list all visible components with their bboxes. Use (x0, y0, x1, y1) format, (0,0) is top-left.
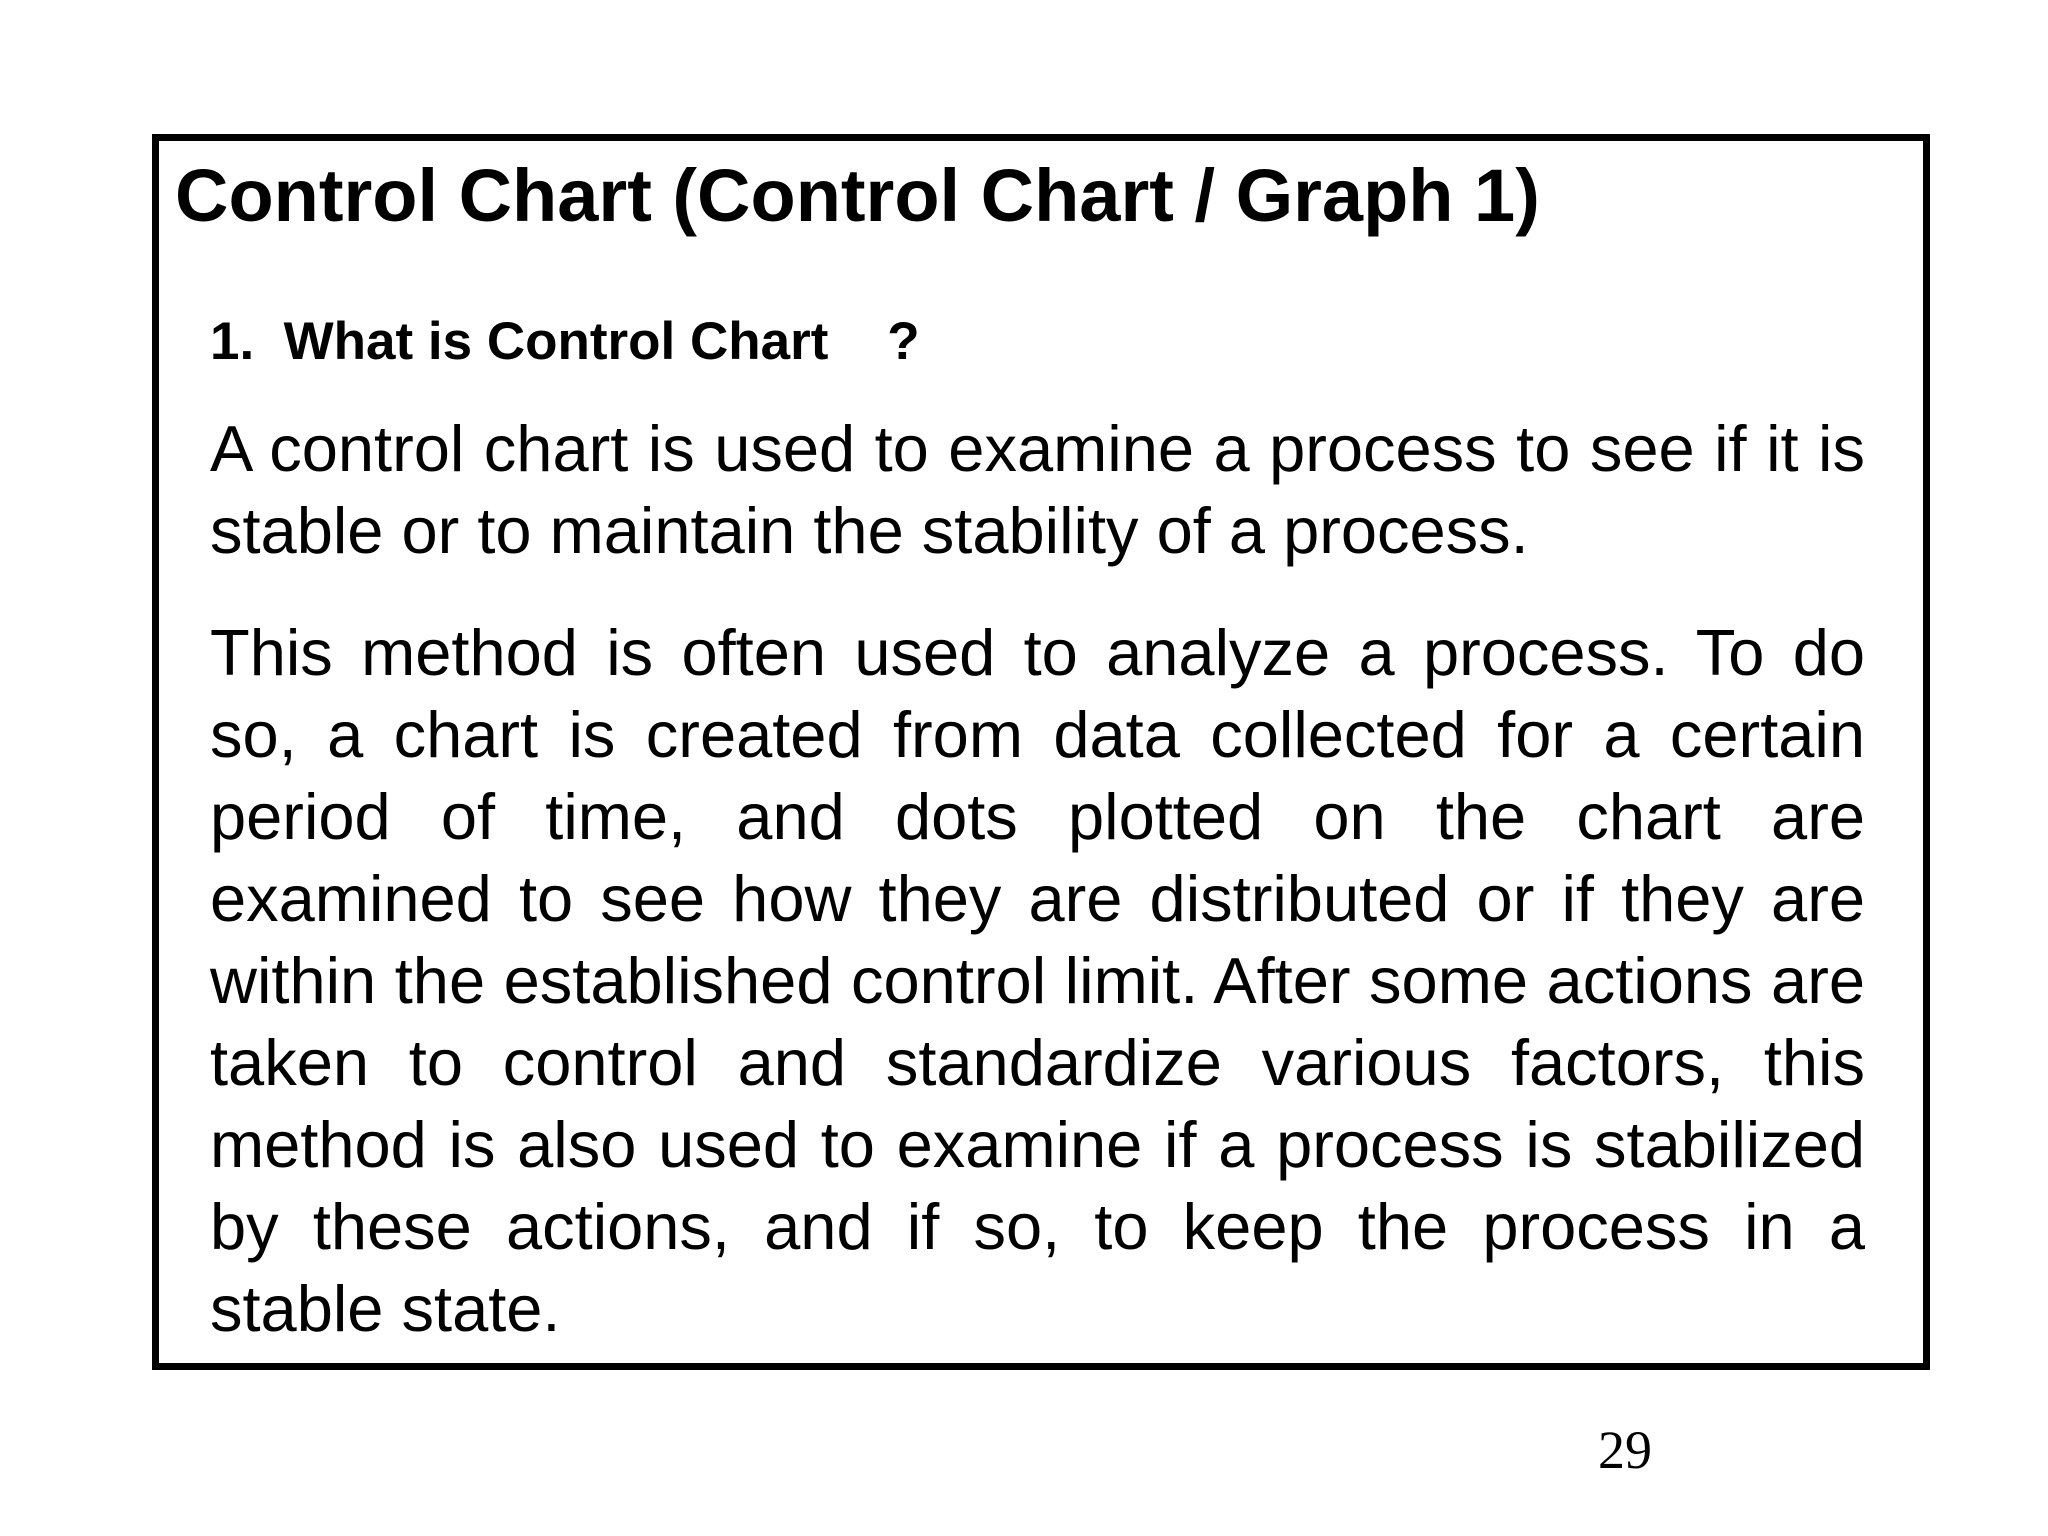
section-heading: 1. What is Control Chart ? (210, 312, 920, 371)
body-paragraph-method: This method is often used to analyze a process. To do so, a chart is created from data collected for a certain period of time, and dots plotted on the chart are examined to see how they are distributed or if they are within the established control limit. After some actions are taken to control and standardize various factors, this method is also used to examine if a process is stabilized by these actions, and if so, to keep the process in a stable state. (210, 616, 1865, 1345)
slide-title: Control Chart (Control Chart / Graph 1) (175, 154, 1540, 237)
page-number: 29 (1598, 1420, 1652, 1480)
body-paragraph-definition: A control chart is used to examine a process to see if it is stable or to maintain the stability of a process. (210, 412, 1865, 567)
